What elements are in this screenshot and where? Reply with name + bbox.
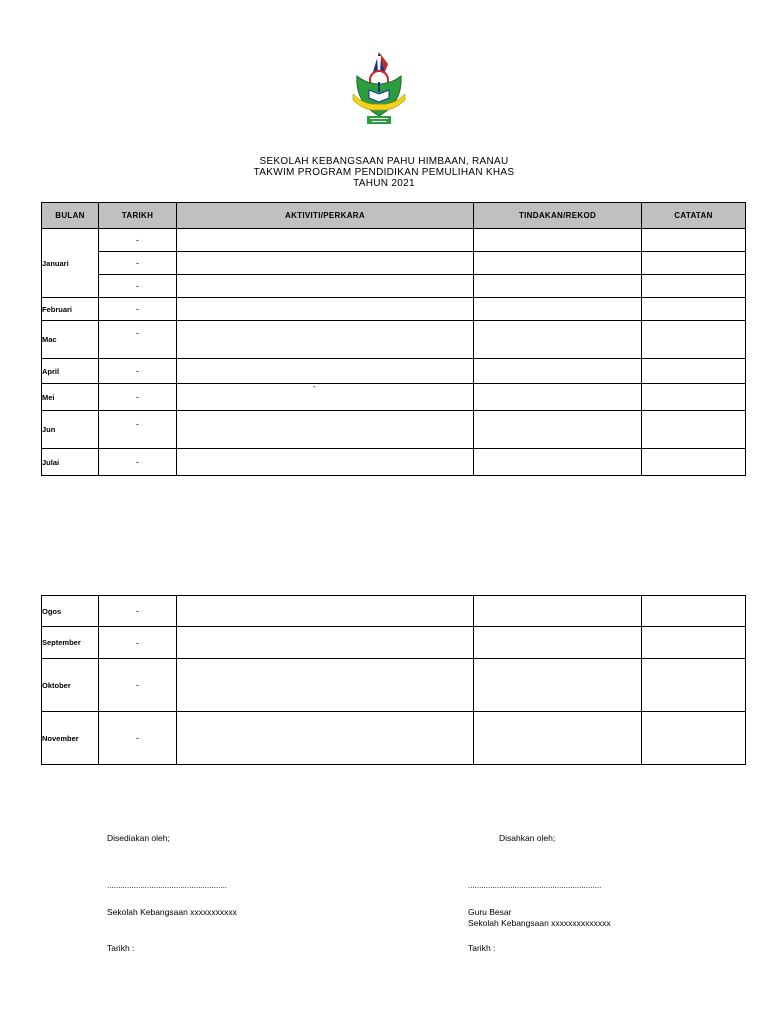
table-row: [42, 321, 746, 359]
preparer-school: Sekolah Kebangsaan xxxxxxxxxxx: [107, 907, 237, 917]
table-row: [42, 229, 746, 252]
prepared-by-label: Disediakan oleh;: [107, 833, 170, 843]
month-cell: April: [42, 359, 99, 384]
action-cell[interactable]: [474, 359, 642, 384]
activity-cell[interactable]: [177, 596, 474, 627]
action-cell[interactable]: [474, 659, 642, 712]
table-row: [42, 627, 746, 659]
note-cell[interactable]: [642, 596, 746, 627]
note-cell[interactable]: [642, 321, 746, 359]
calendar-table-upper: [41, 202, 746, 476]
note-cell[interactable]: [642, 627, 746, 659]
note-cell[interactable]: [642, 298, 746, 321]
date-cell: -: [99, 449, 177, 476]
date-cell: -: [99, 298, 177, 321]
action-cell[interactable]: [474, 229, 642, 252]
school-crest-icon: [347, 50, 411, 132]
activity-cell[interactable]: [177, 252, 474, 275]
document-year: TAHUN 2021: [353, 178, 415, 189]
date-cell: -: [99, 627, 177, 659]
table-row: [42, 384, 746, 411]
note-cell[interactable]: [642, 359, 746, 384]
activity-cell[interactable]: [177, 298, 474, 321]
date-cell: -: [99, 359, 177, 384]
col-header-tindakan: TINDAKAN/REKOD: [474, 203, 642, 229]
date-cell: -: [99, 384, 177, 411]
col-header-bulan: BULAN: [42, 203, 99, 229]
action-cell[interactable]: [474, 411, 642, 449]
approved-by-label: Disahkan oleh;: [499, 833, 556, 843]
table-row: [42, 712, 746, 765]
date-cell: -: [99, 411, 177, 449]
signature-line-left: ......................................................: [107, 881, 228, 890]
activity-cell[interactable]: [177, 359, 474, 384]
note-cell[interactable]: [642, 229, 746, 252]
signature-line-right: ............................................................: [468, 881, 602, 890]
action-cell[interactable]: [474, 384, 642, 411]
action-cell[interactable]: [474, 712, 642, 765]
note-cell[interactable]: [642, 252, 746, 275]
action-cell[interactable]: [474, 321, 642, 359]
col-header-catatan: CATATAN: [642, 203, 746, 229]
table-row: [42, 659, 746, 712]
month-cell: September: [42, 627, 99, 659]
date-cell: -: [99, 659, 177, 712]
school-name: SEKOLAH KEBANGSAAN PAHU HIMBAAN, RANAU: [259, 156, 509, 167]
activity-cell[interactable]: [177, 275, 474, 298]
month-cell: November: [42, 712, 99, 765]
action-cell[interactable]: [474, 627, 642, 659]
note-cell[interactable]: [642, 712, 746, 765]
action-cell[interactable]: [474, 298, 642, 321]
calendar-table-lower: [41, 595, 746, 765]
month-cell: Ogos: [42, 596, 99, 627]
note-cell[interactable]: [642, 384, 746, 411]
col-header-aktiviti: AKTIVITI/PERKARA: [177, 203, 474, 229]
stray-dash: -: [313, 382, 316, 391]
date-cell: -: [99, 252, 177, 275]
month-cell: Jun: [42, 411, 99, 449]
table-row: [42, 596, 746, 627]
date-cell: -: [99, 596, 177, 627]
activity-cell[interactable]: [177, 384, 474, 411]
action-cell[interactable]: [474, 252, 642, 275]
note-cell[interactable]: [642, 275, 746, 298]
month-cell: Mac: [42, 321, 99, 359]
approver-school: Sekolah Kebangsaan xxxxxxxxxxxxxx: [468, 918, 611, 928]
activity-cell[interactable]: [177, 712, 474, 765]
prepared-date-label: Tarikh :: [107, 943, 135, 953]
activity-cell[interactable]: [177, 411, 474, 449]
date-cell: -: [99, 712, 177, 765]
col-header-tarikh: TARIKH: [99, 203, 177, 229]
activity-cell[interactable]: [177, 627, 474, 659]
approved-date-label: Tarikh :: [468, 943, 496, 953]
month-cell: Februari: [42, 298, 99, 321]
action-cell[interactable]: [474, 275, 642, 298]
month-cell: Julai: [42, 449, 99, 476]
table-row: [42, 298, 746, 321]
date-cell: -: [99, 229, 177, 252]
table-row: [42, 252, 746, 275]
approver-title: Guru Besar: [468, 907, 512, 917]
note-cell[interactable]: [642, 449, 746, 476]
month-cell: Januari: [42, 229, 99, 298]
month-cell: Oktober: [42, 659, 99, 712]
activity-cell[interactable]: [177, 321, 474, 359]
note-cell[interactable]: [642, 659, 746, 712]
document-title: TAKWIM PROGRAM PENDIDIKAN PEMULIHAN KHAS: [253, 167, 515, 178]
table-header-row: [42, 203, 746, 229]
table-row: [42, 275, 746, 298]
action-cell[interactable]: [474, 596, 642, 627]
note-cell[interactable]: [642, 411, 746, 449]
month-cell: Mei: [42, 384, 99, 411]
table-row: [42, 449, 746, 476]
action-cell[interactable]: [474, 449, 642, 476]
table-row: [42, 359, 746, 384]
date-cell: -: [99, 321, 177, 359]
table-row: [42, 411, 746, 449]
activity-cell[interactable]: [177, 659, 474, 712]
date-cell: -: [99, 275, 177, 298]
activity-cell[interactable]: [177, 229, 474, 252]
activity-cell[interactable]: [177, 449, 474, 476]
